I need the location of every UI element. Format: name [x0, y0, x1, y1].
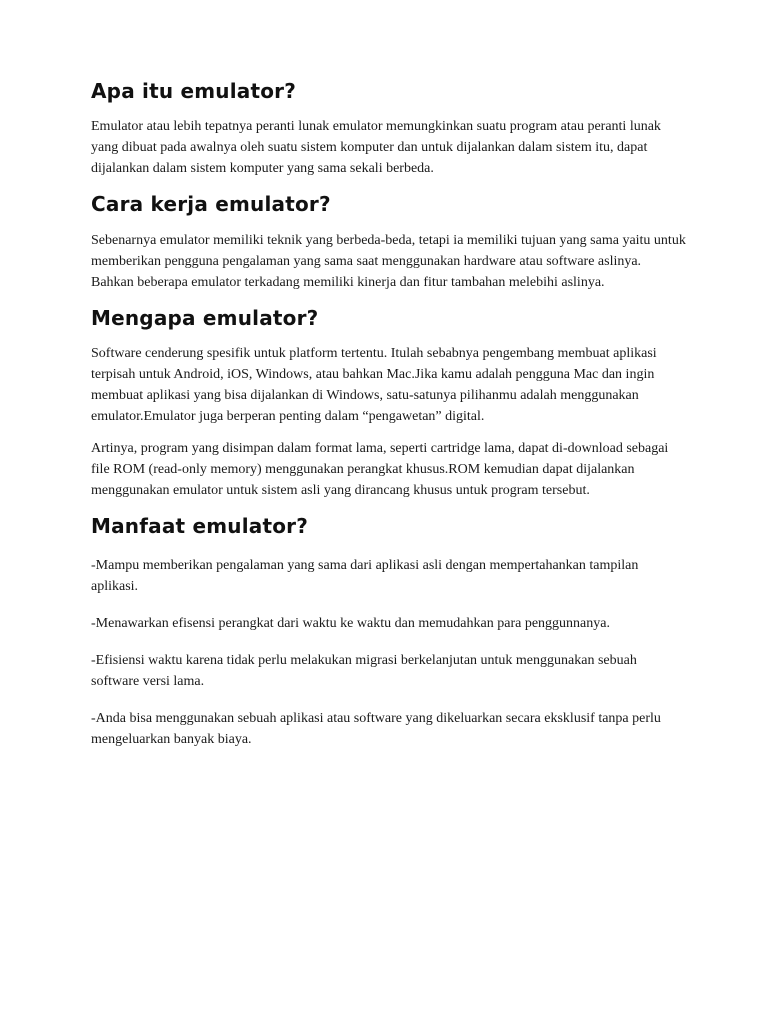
paragraph: Software cenderung spesifik untuk platform tertentu. Itulah sebabnya pengembang membuat aplikasi terpisah untuk Android, iOS, Windows, atau bahkan Mac.Jika kamu adalah pengguna Mac dan ingin membuat aplikasi yang bisa dijalankan di Windows, satu-satunya pilihanmu adalah menggunakan emulator.Emulator juga berperan penting dalam “pengawetan” digital. [91, 346, 657, 424]
document-page [91, 78, 686, 766]
paragraph: Emulator atau lebih tepatnya peranti lunak emulator memungkinkan suatu program atau peranti lunak yang dibuat pada awalnya oleh suatu sistem komputer dan untuk dijalankan dalam sistem itu, dapat dijalankan dalam sistem komputer yang sama sekali berbeda. [91, 119, 661, 176]
section-manfaat-emulator [91, 513, 686, 750]
list-item: -Efisiensi waktu karena tidak perlu melakukan migrasi berkelanjutan untuk menggunakan sebuah software versi lama. [91, 653, 637, 689]
list-item: -Mampu memberikan pengalaman yang sama dari aplikasi asli dengan mempertahankan tampilan aplikasi. [91, 558, 639, 594]
section-cara-kerja-emulator [91, 191, 686, 293]
heading-cara-kerja-emulator: Cara kerja emulator? [91, 192, 331, 216]
list-item: -Anda bisa menggunakan sebuah aplikasi atau software yang dikeluarkan secara eksklusif tanpa perlu mengeluarkan banyak biaya. [91, 711, 661, 747]
section-apa-itu-emulator [91, 78, 686, 179]
list-item: -Menawarkan efisensi perangkat dari waktu ke waktu dan memudahkan para penggunnanya. [91, 616, 610, 631]
heading-mengapa-emulator: Mengapa emulator? [91, 306, 319, 330]
paragraph: Artinya, program yang disimpan dalam format lama, seperti cartridge lama, dapat di-download sebagai file ROM (read-only memory) menggunakan perangkat khusus.ROM kemudian dapat dijalankan menggunakan emulator untuk sistem asli yang dirancang khusus untuk program tersebut. [91, 441, 669, 498]
section-mengapa-emulator [91, 305, 686, 501]
heading-apa-itu-emulator: Apa itu emulator? [91, 79, 297, 103]
heading-manfaat-emulator: Manfaat emulator? [91, 514, 309, 538]
paragraph: Sebenarnya emulator memiliki teknik yang berbeda-beda, tetapi ia memiliki tujuan yang sama yaitu untuk memberikan pengguna pengalaman yang sama saat menggunakan hardware atau software aslinya. Bahkan beberapa emulator terkadang memiliki kinerja dan fitur tambahan melebihi aslinya. [91, 233, 686, 290]
